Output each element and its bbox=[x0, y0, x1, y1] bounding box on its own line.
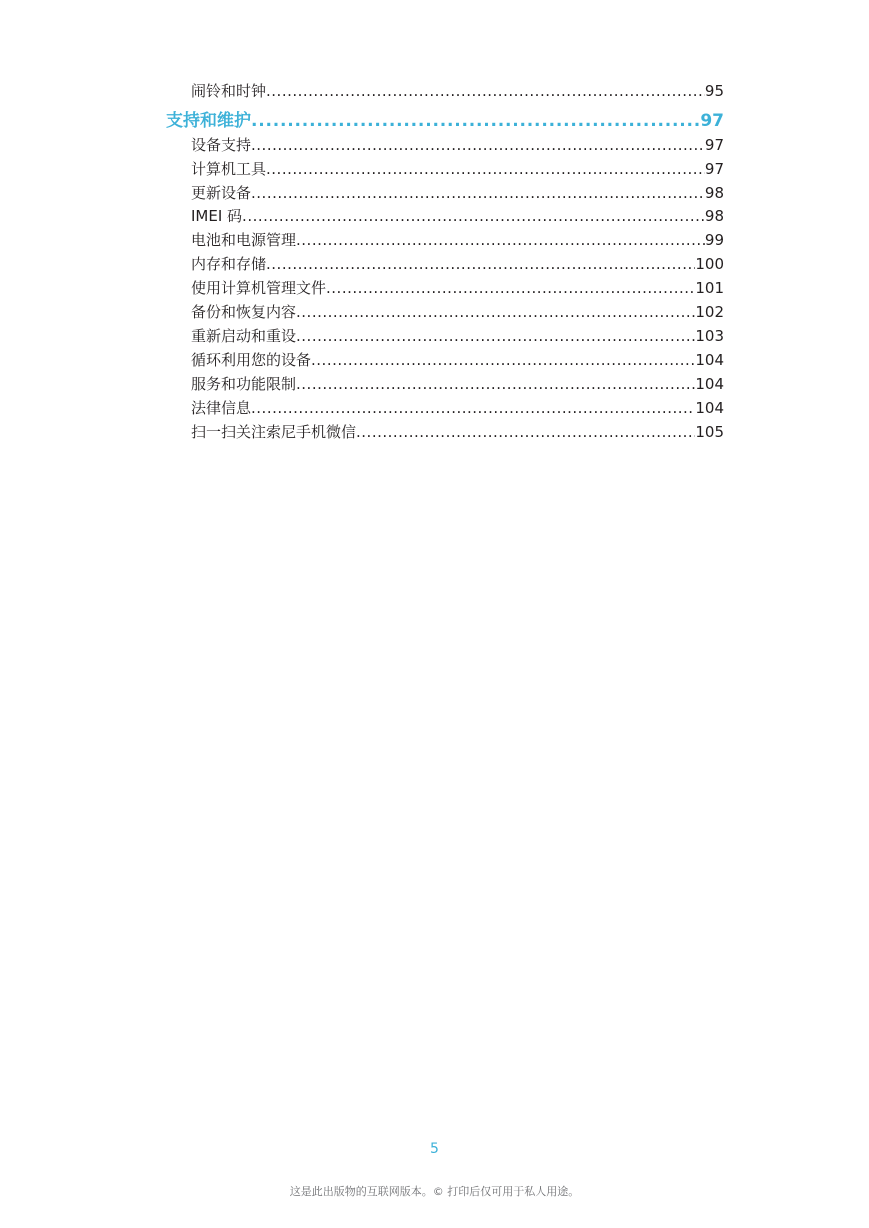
toc-entry-label: 法律信息 bbox=[191, 399, 252, 417]
toc-leader bbox=[296, 301, 695, 323]
toc-leader bbox=[251, 397, 695, 419]
toc-entry-label: 使用计算机管理文件 bbox=[191, 279, 327, 297]
toc-leader bbox=[266, 80, 705, 102]
toc-entry-page: 104 bbox=[695, 375, 724, 393]
toc-leader bbox=[296, 373, 695, 395]
toc-entry-label: 重新启动和重设 bbox=[191, 327, 297, 345]
toc-entry-page: 97 bbox=[704, 160, 724, 178]
toc-entry-label: 备份和恢复内容 bbox=[191, 303, 297, 321]
toc-entry-page: 105 bbox=[695, 423, 724, 441]
toc-entry-page: 95 bbox=[704, 82, 724, 100]
toc-entry[interactable] bbox=[191, 301, 724, 323]
toc-entry-page: 97 bbox=[704, 136, 724, 154]
toc-entry[interactable] bbox=[191, 253, 724, 275]
footer-notice: 这是此出版物的互联网版本。© 打印后仅可用于私人用途。 bbox=[289, 1185, 580, 1198]
toc-section-heading[interactable] bbox=[166, 108, 724, 134]
toc-entry[interactable] bbox=[191, 158, 724, 180]
toc-entry[interactable] bbox=[191, 205, 724, 227]
toc-entry[interactable] bbox=[191, 397, 724, 419]
toc-entry-label: IMEI 码 bbox=[191, 207, 243, 225]
toc-entry[interactable] bbox=[191, 373, 724, 395]
toc-entry-page: 103 bbox=[695, 327, 724, 345]
toc-entry-page: 98 bbox=[704, 184, 724, 202]
toc-entry[interactable] bbox=[191, 349, 724, 371]
toc-entry-label: 内存和存储 bbox=[191, 255, 267, 273]
toc-entry[interactable] bbox=[191, 182, 724, 204]
toc-entry-page: 98 bbox=[704, 207, 724, 225]
toc-entry-label: 设备支持 bbox=[191, 136, 252, 154]
toc-leader bbox=[266, 158, 705, 180]
toc-leader bbox=[296, 229, 705, 251]
toc-entry-label: 服务和功能限制 bbox=[191, 375, 297, 393]
toc-entry-page: 101 bbox=[695, 279, 724, 297]
toc-leader bbox=[242, 205, 705, 227]
toc-leader bbox=[356, 421, 695, 443]
toc-entry[interactable] bbox=[191, 80, 724, 102]
toc-entry-label: 扫一扫关注索尼手机微信 bbox=[191, 423, 357, 441]
toc-entry[interactable] bbox=[191, 325, 724, 347]
toc-entry-label: 循环利用您的设备 bbox=[191, 351, 312, 369]
toc-leader bbox=[296, 325, 695, 347]
toc-entry-page: 104 bbox=[695, 351, 724, 369]
toc-entry-label: 计算机工具 bbox=[191, 160, 267, 178]
toc-entry[interactable] bbox=[191, 277, 724, 299]
toc-entry[interactable] bbox=[191, 421, 724, 443]
toc-entry-page: 99 bbox=[704, 231, 724, 249]
toc-entry-label: 电池和电源管理 bbox=[191, 231, 297, 249]
toc-leader bbox=[266, 253, 695, 275]
toc-entry-page: 104 bbox=[695, 399, 724, 417]
toc-section-page: 97 bbox=[700, 111, 724, 131]
toc-entry-page: 102 bbox=[695, 303, 724, 321]
toc-entry[interactable] bbox=[191, 134, 724, 156]
toc-section-label: 支持和维护 bbox=[166, 111, 251, 131]
toc-entry-label: 更新设备 bbox=[191, 184, 252, 202]
toc-leader bbox=[311, 349, 695, 371]
toc-leader bbox=[251, 108, 700, 134]
toc-leader bbox=[251, 134, 705, 156]
page-number: 5 bbox=[430, 1141, 439, 1157]
toc-leader bbox=[251, 182, 705, 204]
toc-entry-page: 100 bbox=[695, 255, 724, 273]
toc-leader bbox=[326, 277, 695, 299]
toc-entry-label: 闹铃和时钟 bbox=[191, 82, 267, 100]
toc-entry[interactable] bbox=[191, 229, 724, 251]
